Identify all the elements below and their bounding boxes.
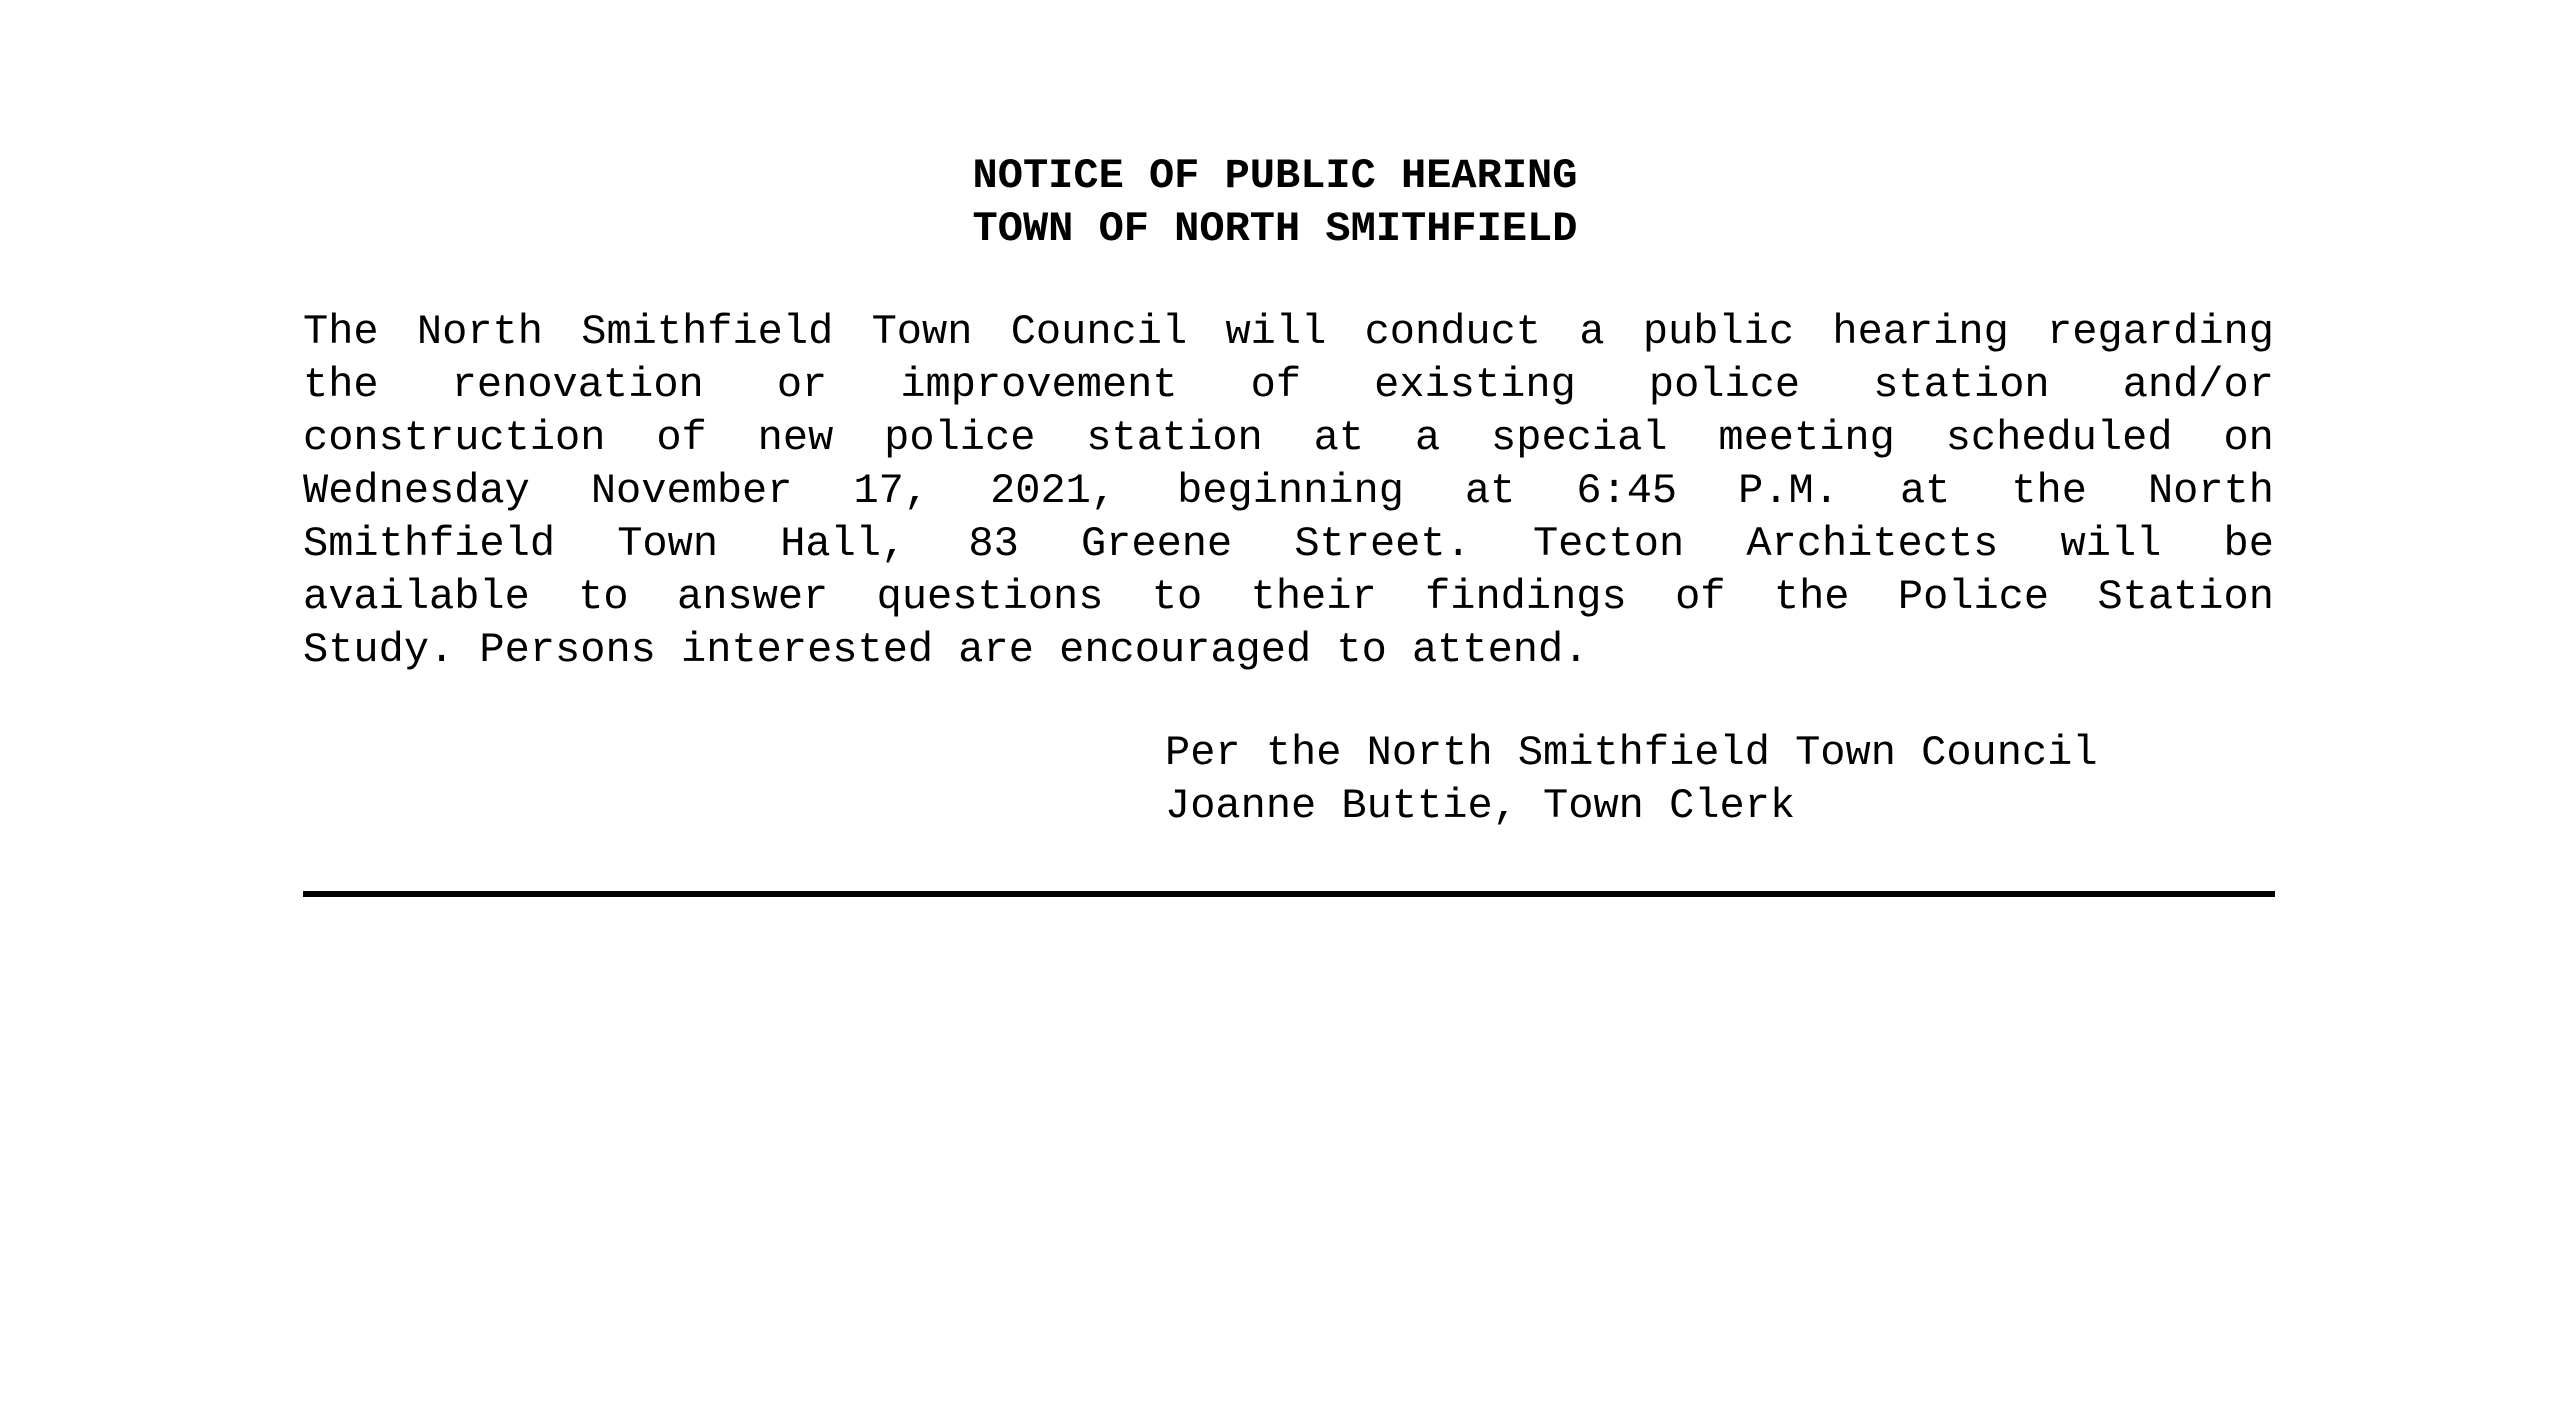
body-word: North (2147, 467, 2274, 515)
body-line-last: Study. Persons interested are encouraged to attend. (303, 626, 1589, 674)
body-word: at (1899, 467, 1951, 515)
body-word: available (303, 573, 530, 621)
body-word: at (1313, 414, 1365, 462)
signature-council: Per the North Smithfield Town Council (1165, 729, 2098, 777)
notice-body (303, 306, 2274, 677)
body-word: new (757, 414, 834, 462)
body-line (303, 571, 2274, 624)
body-word: Town (617, 520, 719, 568)
body-word: to (1151, 573, 1203, 621)
body-word: Tecton (1532, 520, 1685, 568)
body-word: of (1250, 361, 1302, 409)
body-word: Street. (1294, 520, 1471, 568)
body-word: Police (1897, 573, 2050, 621)
body-word: North (416, 308, 543, 356)
body-word: station (1086, 414, 1263, 462)
body-word: Hall, (780, 520, 907, 568)
body-word: 17, (853, 467, 930, 515)
body-word: be (2223, 520, 2274, 568)
body-word: the (1773, 573, 1850, 621)
body-word: a (1414, 414, 1441, 462)
body-word: or (776, 361, 828, 409)
body-word: 6:45 (1576, 467, 1678, 515)
body-word: P.M. (1738, 467, 1839, 515)
notice-subtitle: TOWN OF NORTH SMITHFIELD (972, 205, 1578, 253)
body-word: Council (1010, 308, 1188, 356)
body-word: 2021, (990, 467, 1117, 515)
body-word: Station (2097, 573, 2274, 621)
body-word: and/or (2122, 361, 2274, 409)
body-word: Greene (1080, 520, 1233, 568)
body-word: Architects (1746, 520, 1999, 568)
body-word: conduct (1364, 308, 1542, 356)
signature-clerk: Joanne Buttie, Town Clerk (1165, 782, 1796, 830)
body-word: special (1491, 414, 1668, 462)
body-word: hearing (1832, 308, 2009, 356)
body-word: beginning (1177, 467, 1404, 515)
body-word: 83 (968, 520, 1019, 568)
body-word: police (1648, 361, 1801, 409)
body-line (303, 465, 2274, 518)
body-word: scheduled (1945, 414, 2173, 462)
body-word: Smithfield (303, 520, 556, 568)
body-line (303, 359, 2274, 412)
divider-rule (303, 891, 2275, 897)
body-word: the (303, 361, 379, 409)
body-word: of (1675, 573, 1726, 621)
body-word: The (303, 308, 379, 356)
body-word: construction (303, 414, 606, 462)
body-word: Wednesday (303, 467, 530, 515)
body-word: on (2223, 414, 2274, 462)
body-word: November (590, 467, 793, 515)
body-word: Town (871, 308, 973, 356)
body-word: of (656, 414, 707, 462)
body-word: to (578, 573, 629, 621)
body-word: a (1579, 308, 1605, 356)
signature-block (1165, 727, 2098, 833)
body-word: station (1873, 361, 2050, 409)
body-word: meeting (1718, 414, 1895, 462)
body-word: Smithfield (581, 308, 834, 356)
body-word: existing (1374, 361, 1576, 409)
body-word: will (2060, 520, 2162, 568)
body-word: questions (876, 573, 1104, 621)
body-word: findings (1425, 573, 1627, 621)
body-line (303, 412, 2274, 465)
body-word: regarding (2047, 308, 2274, 356)
body-line (303, 518, 2274, 571)
body-word: their (1250, 573, 1377, 621)
body-word: answer (677, 573, 829, 621)
body-word: public (1642, 308, 1795, 356)
body-word: renovation (451, 361, 704, 409)
notice-title: NOTICE OF PUBLIC HEARING (972, 152, 1578, 200)
body-word: at (1464, 467, 1516, 515)
body-word: the (2011, 467, 2087, 515)
body-word: police (884, 414, 1036, 462)
body-word: improvement (900, 361, 1178, 409)
body-word: will (1225, 308, 1327, 356)
body-line (303, 306, 2274, 359)
